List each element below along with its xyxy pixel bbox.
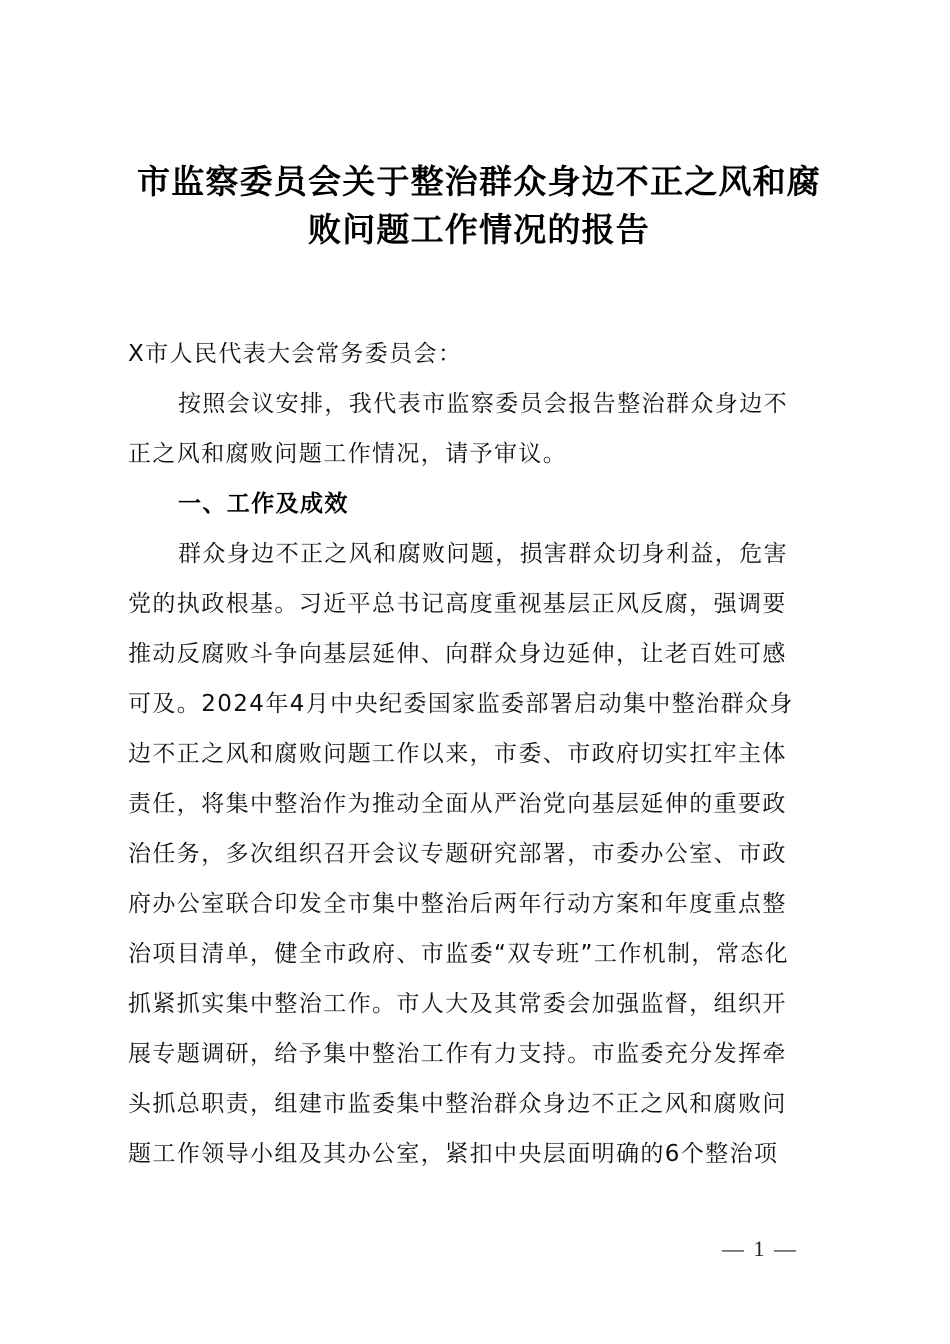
body-line: 党的执政根基。习近平总书记高度重视基层正风反腐，强调要 [128, 591, 787, 617]
body-line: 群众身边不正之风和腐败问题，损害群众切身利益，危害 [178, 541, 788, 567]
body-line: 府办公室联合印发全市集中整治后两年行动方案和年度重点整 [128, 891, 787, 917]
title-line-1: 市监察委员会关于整治群众身边不正之风和腐 [137, 162, 821, 201]
page-number: — 1 — [722, 1236, 798, 1261]
salutation: X市人民代表大会常务委员会： [128, 341, 463, 367]
body-line: 按照会议安排，我代表市监察委员会报告整治群众身边不 [178, 391, 788, 417]
body-line: 展专题调研，给予集中整治工作有力支持。市监委充分发挥牵 [128, 1041, 787, 1067]
title-line-2: 败问题工作情况的报告 [308, 210, 650, 249]
body-line: 治任务，多次组织召开会议专题研究部署，市委办公室、市政 [128, 841, 787, 867]
body-line: 边不正之风和腐败问题工作以来，市委、市政府切实扛牢主体 [128, 741, 787, 767]
body-line: 治项目清单，健全市政府、市监委“双专班”工作机制，常态化 [128, 941, 790, 967]
body-line: 责任，将集中整治作为推动全面从严治党向基层延伸的重要政 [128, 791, 787, 817]
body-line: 抓紧抓实集中整治工作。市人大及其常委会加强监督，组织开 [128, 991, 787, 1017]
body-line: 正之风和腐败问题工作情况，请予审议。 [128, 441, 568, 467]
body-line: 推动反腐败斗争向基层延伸、向群众身边延伸，让老百姓可感 [128, 641, 787, 667]
section-heading: 一、工作及成效 [178, 491, 349, 517]
document-body [128, 329, 830, 1179]
body-line: 可及。2024年4月中央纪委国家监委部署启动集中整治群众身 [128, 691, 794, 717]
document-title [128, 158, 830, 254]
body-line: 头抓总职责，组建市监委集中整治群众身边不正之风和腐败问 [128, 1091, 787, 1117]
body-line: 题工作领导小组及其办公室，紧扣中央层面明确的6个整治项 [128, 1141, 779, 1167]
